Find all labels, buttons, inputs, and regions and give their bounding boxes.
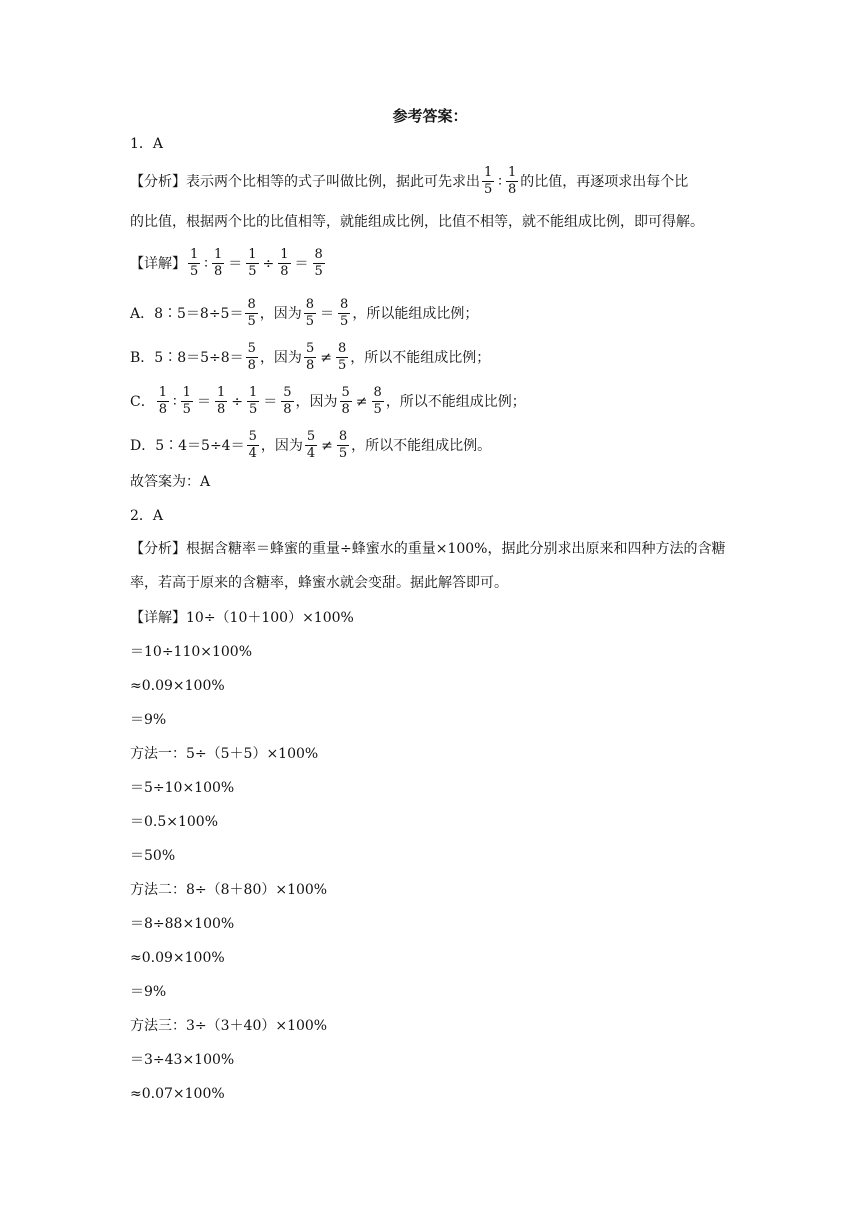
fraction-1-5: 1 5 — [190, 247, 199, 279]
q1-analysis-text-a: 【分析】表示两个比相等的式子叫做比例，据此可先求出 — [130, 173, 480, 190]
page-title: 参考答案： — [392, 107, 468, 125]
q2-step: ＝10÷110×100% — [130, 644, 253, 660]
q1-answer: 故答案为：A — [130, 474, 211, 490]
fraction-1-5: 1 5 — [182, 385, 191, 417]
ratio-colon: ∶ — [498, 173, 502, 190]
fraction-8-5: 8 5 — [338, 429, 348, 461]
q1-option-c: C． 1 8 ∶ 1 5 ＝ $\frac{1}{8}$ ÷ $\frac{1}{5}$ ＝ 5 8 ，因为 5 8 ≠ 8 5 ，所以不能组成比例； — [130, 385, 526, 417]
fraction-5-8: 5 8 — [305, 341, 315, 373]
q2-step: 方法三：3÷（3＋40）×100% — [130, 1018, 328, 1034]
fraction-1-8: $\frac{1}{8}$ — [280, 247, 289, 279]
q2-step: ≈0.09×100% — [130, 678, 225, 694]
q2-step: ＝50% — [130, 848, 176, 864]
q1-analysis-text-b: 的比值，再逐项求出每个比 — [520, 173, 689, 190]
fraction-1-5: 1 5 — [484, 165, 493, 197]
q1-option-a: A．8∶5＝8÷5＝ 8 5 ，因为 8 5 ＝ 8 5 ，所以能组成比例； — [130, 297, 479, 329]
q2-step: ＝8÷88×100% — [130, 916, 235, 932]
q2-analysis: 【分析】根据含糖率＝蜂蜜的重量÷蜂蜜水的重量×100%，据此分别求出原来和四种方法的含糖率，若高于原来的含糖率，蜂蜜水就会变甜。据此解答即可。 — [130, 541, 726, 591]
q1-analysis-line1 — [130, 166, 688, 197]
fraction-8-5: 8 5 — [305, 297, 315, 329]
fraction-8-5: 8 5 — [373, 385, 382, 417]
q2-step: ＝0.5×100% — [130, 814, 219, 830]
fraction-5-4: 5 4 — [248, 429, 257, 461]
q2-number: 2．A — [130, 508, 164, 524]
fraction-8-5: 8 5 — [340, 297, 349, 329]
fraction-5-8: 5 8 — [341, 385, 350, 417]
fraction-5-8: 5 8 — [283, 385, 292, 417]
q2-step: ＝9% — [130, 712, 167, 728]
q2-step: ＝9% — [130, 984, 167, 1000]
q1-option-d: D．5∶4＝5÷4＝ 5 4 ，因为 5 4 ≠ 8 5 ，所以不能组成比例。 — [130, 429, 492, 461]
q1-number: 1．A — [130, 136, 164, 152]
fraction-1-5: $\frac{1}{5}$ — [248, 385, 258, 417]
q2-step: ＝5÷10×100% — [130, 780, 235, 796]
q2-step: ≈0.07×100% — [130, 1086, 225, 1102]
q1-analysis-line2: 的比值，根据两个比的比值相等，就能组成比例，比值不相等，就不能组成比例，即可得解。 — [130, 214, 704, 230]
fraction-8-5: 8 5 — [337, 341, 347, 373]
fraction-1-8: 1 8 — [158, 385, 167, 417]
q2-step: ≈0.09×100% — [130, 950, 225, 966]
q2-step: 方法二：8÷（8＋80）×100% — [130, 882, 328, 898]
q1-option-b: B．5∶8＝5÷8＝ 5 8 ，因为 5 8 ≠ 8 5 ，所以不能组成比例； — [130, 341, 491, 373]
q1-detail-line: 【详解】 1 5 ∶ 1 8 ＝ $\frac{1}{5}$ ÷ $\frac{1}{8}$ ＝ 8 5 — [130, 247, 323, 279]
fraction-1-5: $\frac{1}{5}$ — [248, 247, 257, 279]
fraction-1-8: $\frac{1}{8}$ — [216, 385, 226, 417]
detail-label: 【详解】 — [130, 255, 186, 272]
q2-step: 【详解】10÷（10＋100）×100% — [130, 610, 354, 626]
q2-step: ＝3÷43×100% — [130, 1052, 235, 1068]
fraction-5-8: 5 8 — [247, 341, 256, 373]
fraction-1-8: 1 8 — [213, 247, 223, 279]
fraction-8-5: 8 5 — [314, 247, 323, 279]
fraction-1-8: 1 8 — [507, 165, 517, 197]
q2-step: 方法一：5÷（5＋5）×100% — [130, 746, 319, 762]
fraction-8-5: 8 5 — [247, 297, 256, 329]
fraction-5-4: 5 4 — [306, 429, 316, 461]
